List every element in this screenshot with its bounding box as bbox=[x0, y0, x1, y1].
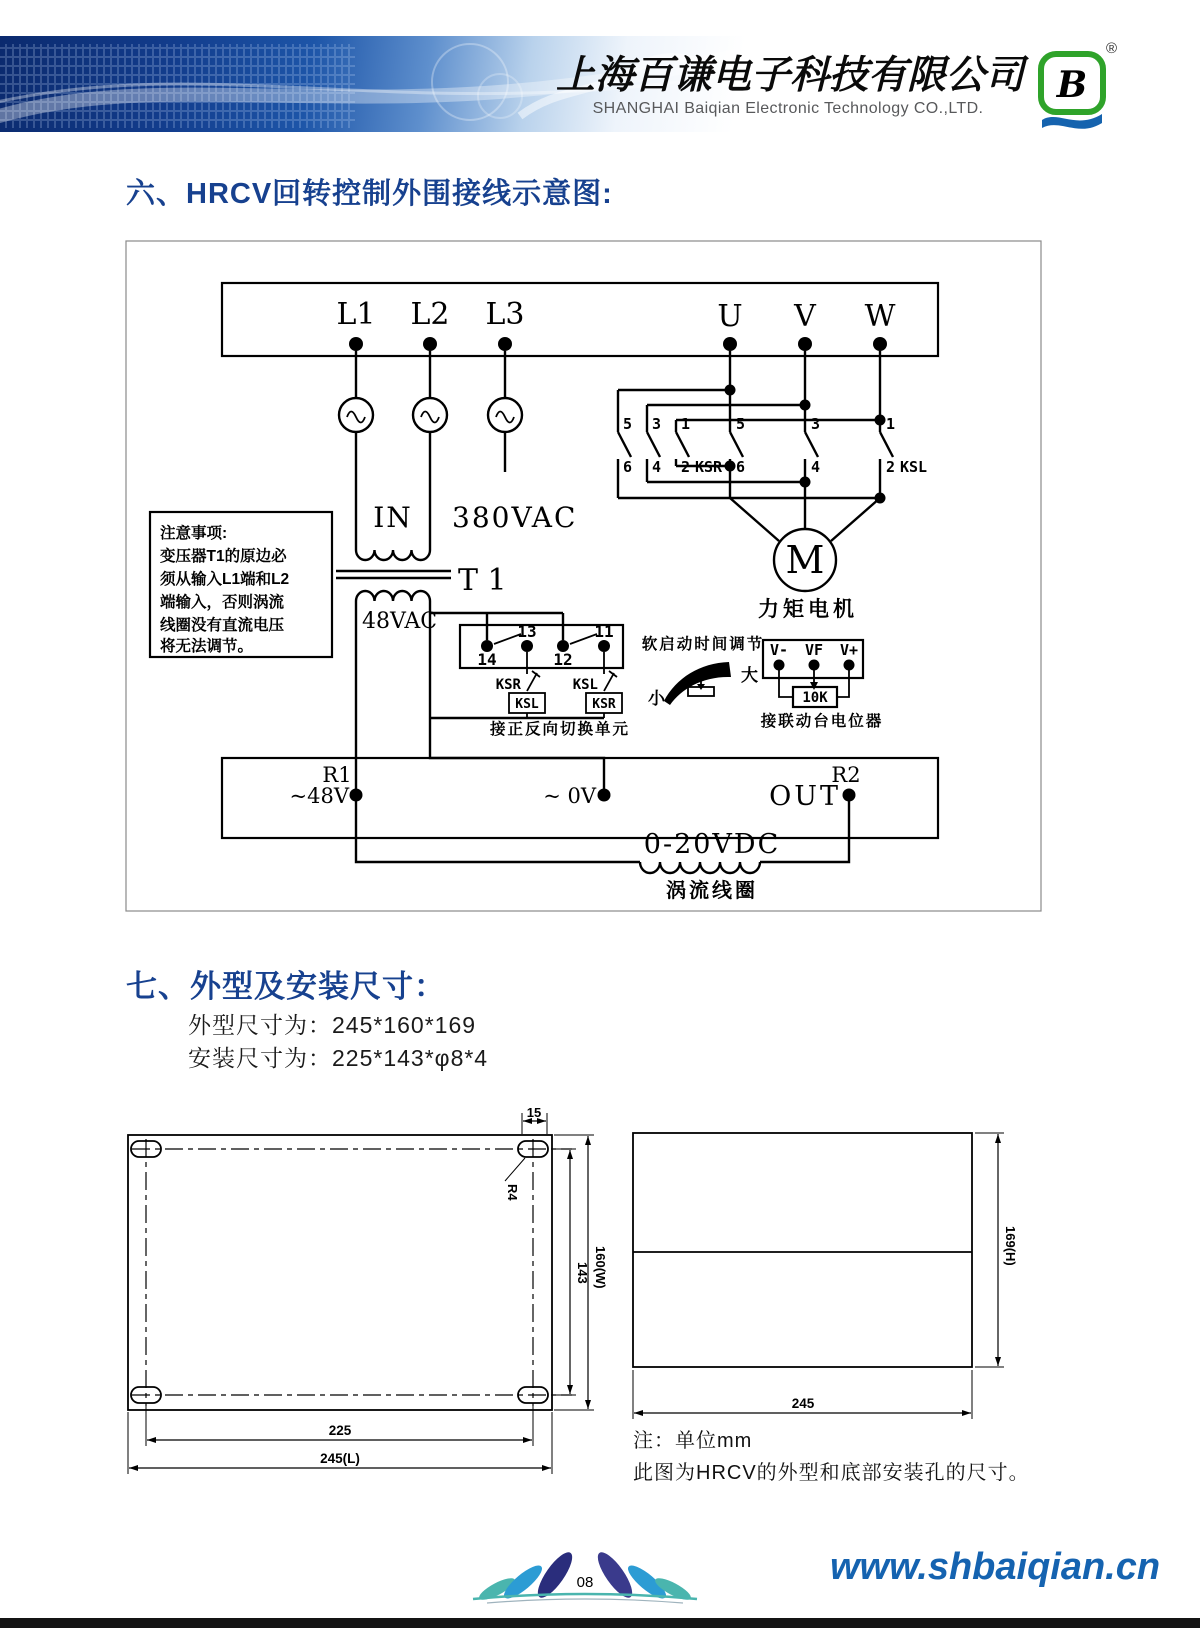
dim-225: 225 bbox=[328, 1423, 352, 1438]
website-url: www.shbaiqian.cn bbox=[830, 1546, 1161, 1588]
logo-wave bbox=[1042, 114, 1102, 129]
transformer-secondary-voltage: 48VAC bbox=[362, 609, 438, 634]
ksr-bottom-4: 4 bbox=[652, 458, 662, 476]
contact-11: 11 bbox=[594, 622, 614, 641]
dimension-drawings bbox=[95, 1085, 1020, 1485]
note-line-3: 端输入，否则涡流 bbox=[160, 594, 285, 611]
note-line-4: 线圈没有直流电压 bbox=[160, 617, 285, 634]
ksl-bottom-4: 4 bbox=[811, 458, 821, 476]
note-line-2: 须从输入L1端和L2 bbox=[160, 571, 290, 588]
potentiometer-box bbox=[760, 640, 884, 730]
bottom-view-drawing bbox=[128, 1105, 608, 1474]
terminal-dots bbox=[349, 337, 887, 351]
eddy-coil-loop bbox=[356, 801, 849, 902]
terminal-label-l1: L1 bbox=[336, 297, 376, 332]
ksl-tag: KSL bbox=[900, 458, 928, 476]
output-voltage-label: 0-20VDC bbox=[643, 829, 781, 860]
r2-label: R2 bbox=[831, 763, 861, 787]
page-number: 08 bbox=[576, 1574, 594, 1591]
transformer-in-label: IN bbox=[373, 501, 413, 534]
terminal-label-l2: L2 bbox=[410, 297, 450, 332]
terminal-label-w: W bbox=[864, 299, 896, 334]
v0-label: ~ 0V bbox=[543, 784, 596, 808]
v48-label: ~48V bbox=[289, 784, 349, 808]
bottom-bar bbox=[0, 1618, 1200, 1628]
wiring-diagram bbox=[125, 240, 1042, 913]
section-6-title: 六、HRCV回转控制外围接线示意图: bbox=[126, 178, 613, 210]
soft-start-title: 软启动时间调节 bbox=[641, 636, 765, 653]
drawing-note-desc: 此图为HRCV的外型和底部安装孔的尺寸。 bbox=[633, 1462, 1030, 1484]
contact-14: 14 bbox=[477, 650, 497, 669]
soft-start-arrow bbox=[664, 662, 731, 705]
pot-value: 10K bbox=[802, 690, 828, 706]
ksr-top-3: 3 bbox=[652, 415, 662, 433]
note-line-0: 注意事项: bbox=[160, 525, 228, 542]
trademark-symbol: ® bbox=[1106, 40, 1118, 57]
ksr-bottom-6: 6 bbox=[623, 458, 633, 476]
ksr-coil-label: KSR bbox=[495, 677, 521, 693]
dim-143: 143 bbox=[575, 1262, 590, 1284]
terminal-label-u: U bbox=[717, 299, 743, 334]
drawing-note-units: 注：单位mm bbox=[633, 1430, 753, 1452]
dim-160w: 160(W) bbox=[593, 1246, 608, 1289]
input-terminal-box bbox=[222, 283, 938, 356]
note-line-1: 变压器T1的原边必 bbox=[160, 548, 287, 565]
section-7-title: 七、外型及安装尺寸： bbox=[126, 969, 446, 1004]
outline-dimensions-text: 外型尺寸为：245*160*169 bbox=[188, 1012, 477, 1038]
logo-letter: B bbox=[1056, 64, 1088, 106]
ksr-bottom-2: 2 bbox=[681, 458, 691, 476]
r1-label: R1 bbox=[322, 763, 352, 787]
soft-start-max: 大 bbox=[741, 666, 758, 685]
output-terminal-box bbox=[222, 758, 938, 838]
caution-note-box bbox=[150, 512, 332, 657]
mounting-dimensions-text: 安装尺寸为：225*143*φ8*4 bbox=[188, 1045, 489, 1071]
out-label: OUT bbox=[769, 781, 841, 812]
company-logo bbox=[1034, 48, 1114, 132]
contact-12: 12 bbox=[553, 650, 573, 669]
motor-label: 力矩电机 bbox=[758, 598, 858, 621]
dim-245: 245 bbox=[791, 1396, 815, 1411]
company-name-cn: 上海百谦电子科技有限公司 bbox=[555, 52, 1024, 98]
dim-245l: 245(L) bbox=[320, 1451, 360, 1466]
reversing-switch-network bbox=[618, 351, 927, 529]
ksl-box-label: KSL bbox=[515, 697, 539, 712]
terminal-label-l3: L3 bbox=[485, 297, 525, 332]
side-view-drawing bbox=[633, 1133, 1018, 1419]
motor-symbol: M bbox=[785, 538, 825, 582]
switch-unit-caption: 接正反向切换单元 bbox=[489, 721, 631, 738]
ksl-coil-label: KSL bbox=[572, 677, 598, 693]
terminal-label-v: V bbox=[794, 299, 816, 334]
eddy-coil-label: 涡流线圈 bbox=[666, 880, 758, 902]
ksr-box-label: KSR bbox=[592, 697, 616, 712]
ksl-top-1: 1 bbox=[886, 415, 896, 433]
dim-r4: R4 bbox=[505, 1184, 520, 1201]
contact-13: 13 bbox=[517, 622, 537, 641]
company-name-en: SHANGHAI Baiqian Electronic Technology CO.,LTD. bbox=[592, 100, 984, 117]
ksl-top-5: 5 bbox=[736, 415, 746, 433]
ksl-bottom-6: 6 bbox=[736, 458, 746, 476]
pot-vminus: V- bbox=[769, 641, 789, 659]
ksl-top-3: 3 bbox=[811, 415, 821, 433]
ksr-tag: KSR bbox=[695, 458, 723, 476]
note-line-5: 将无法调节。 bbox=[160, 638, 254, 655]
pot-caption: 接联动台电位器 bbox=[760, 713, 884, 730]
footer-wing-logo bbox=[455, 1547, 715, 1609]
pot-vplus: V+ bbox=[839, 641, 859, 659]
ksl-bottom-2: 2 bbox=[886, 458, 896, 476]
transformer-primary-voltage: 380VAC bbox=[452, 501, 578, 534]
dim-169h: 169(H) bbox=[1003, 1226, 1018, 1266]
transformer-name: T 1 bbox=[458, 563, 507, 598]
dim-15: 15 bbox=[526, 1105, 542, 1120]
ksr-top-5: 5 bbox=[623, 415, 633, 433]
soft-start-min: 小 bbox=[648, 689, 665, 708]
pot-vf: VF bbox=[804, 641, 824, 659]
soft-start-adjust bbox=[642, 634, 765, 708]
ksr-top-1: 1 bbox=[681, 415, 691, 433]
